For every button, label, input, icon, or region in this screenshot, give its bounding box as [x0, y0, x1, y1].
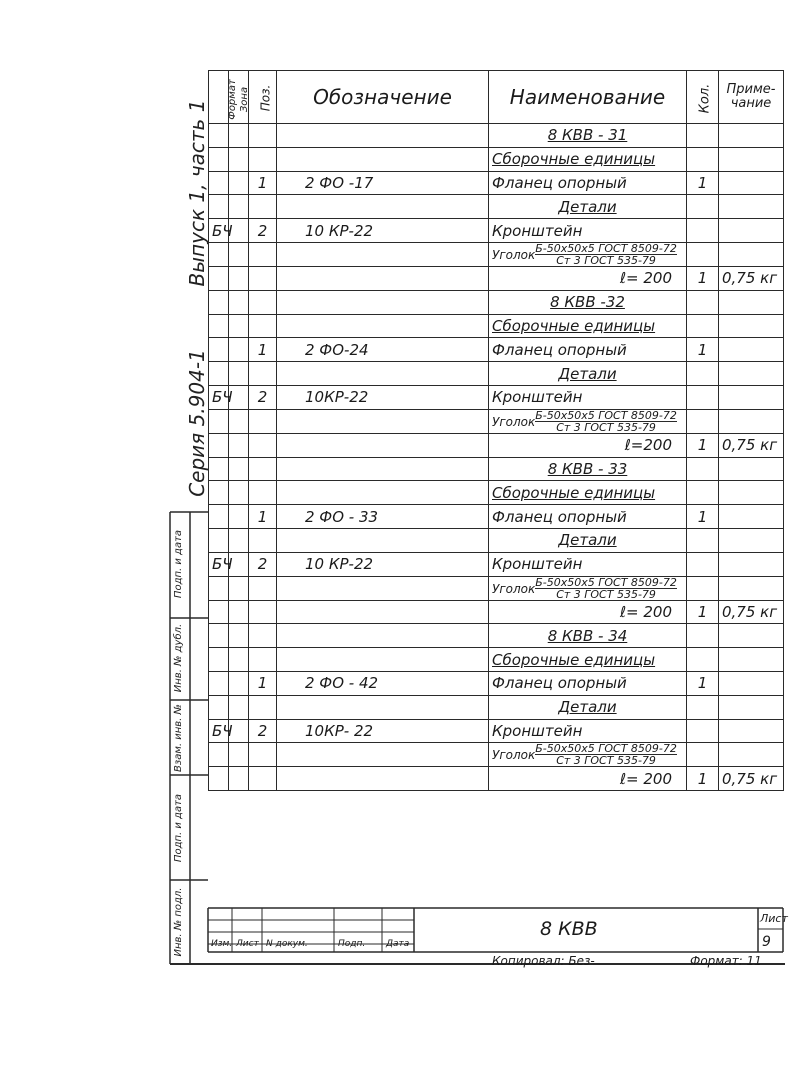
cell-designation: 2 ФО-24 — [277, 338, 489, 362]
format-label: Формат: 11 — [690, 954, 762, 968]
profile-spec: Б-50х50х5 ГОСТ 8509-72 — [535, 408, 677, 422]
cell-pos: 2 — [249, 719, 277, 743]
cell-designation: 10КР-22 — [277, 385, 489, 409]
header-designation: Обозначение — [277, 71, 489, 124]
name-text: Кронштейн — [492, 388, 583, 407]
name-text: 8 КВВ - 31 — [547, 126, 628, 145]
stamp-replaced-inv: Взам. инв. № — [173, 704, 184, 772]
header-pos: Поз. — [249, 71, 277, 124]
sheet-number: 9 — [762, 934, 771, 950]
stamp-dup-inv: Инв. № дубл. — [173, 623, 184, 693]
cell-pos: 1 — [249, 505, 277, 529]
name-text: 8 КВВ -32 — [550, 293, 625, 312]
material-spec: Ст 3 ГОСТ 535-79 — [556, 253, 656, 267]
cell-pos: 1 — [249, 671, 277, 695]
angle-label: Уголок — [492, 581, 536, 596]
stamp-orig-inv: Инв. № подл. — [173, 887, 184, 957]
cell-qty: 1 — [687, 767, 719, 791]
cell-pos: 2 — [249, 219, 277, 243]
cell-note: 0,75 кг — [719, 266, 784, 290]
name-text: Сборочные единицы — [492, 483, 656, 502]
cell-qty: 1 — [687, 171, 719, 195]
tb-col-docnum: N докум. — [266, 939, 308, 949]
cell-qty: 1 — [687, 505, 719, 529]
name-text: Детали — [558, 197, 617, 216]
copied-by: Копировал: Без- — [492, 954, 595, 968]
cell-format: БЧ — [209, 385, 229, 409]
profile-spec: Б-50х50х5 ГОСТ 8509-72 — [535, 241, 677, 255]
name-text: Детали — [558, 531, 617, 550]
name-text: ℓ= 200 — [619, 269, 672, 288]
header-zone: Зона — [229, 71, 249, 124]
cell-format: БЧ — [209, 219, 229, 243]
material-spec: Ст 3 ГОСТ 535-79 — [556, 754, 656, 768]
name-text: Фланец опорный — [492, 507, 627, 526]
document-code: 8 КВВ — [540, 918, 598, 940]
cell-qty: 1 — [687, 266, 719, 290]
header-name: Наименование — [489, 71, 687, 124]
name-text: ℓ=200 — [624, 436, 672, 455]
name-text: Детали — [558, 698, 617, 717]
name-text: Фланец опорный — [492, 674, 627, 693]
angle-label: Уголок — [492, 247, 536, 262]
profile-spec: Б-50х50х5 ГОСТ 8509-72 — [535, 742, 677, 756]
cell-qty: 1 — [687, 671, 719, 695]
cell-format: БЧ — [209, 552, 229, 576]
name-text: Сборочные единицы — [492, 150, 656, 169]
name-text: Детали — [558, 364, 617, 383]
cell-designation: 10 КР-22 — [277, 552, 489, 576]
cell-designation: 10КР- 22 — [277, 719, 489, 743]
name-text: ℓ= 200 — [619, 769, 672, 788]
cell-designation: 2 ФО - 33 — [277, 505, 489, 529]
series-number: Серия 5.904-1 — [185, 349, 209, 497]
cell-pos: 1 — [249, 338, 277, 362]
header-note: Приме-чание — [719, 71, 784, 124]
name-text: ℓ= 200 — [619, 602, 672, 621]
tb-col-sign: Подп. — [338, 939, 366, 949]
profile-spec: Б-50х50х5 ГОСТ 8509-72 — [535, 575, 677, 589]
cell-pos: 1 — [249, 171, 277, 195]
name-text: Фланец опорный — [492, 173, 627, 192]
angle-label: Уголок — [492, 748, 536, 763]
name-text: Кронштейн — [492, 721, 583, 740]
tb-col-date: Дата — [386, 939, 410, 949]
tb-col-sheet: Лист — [236, 939, 259, 949]
cell-designation: 10 КР-22 — [277, 219, 489, 243]
header-format: Формат — [209, 71, 229, 124]
stamp-sign-date-2: Подп. и дата — [173, 793, 184, 863]
material-spec: Ст 3 ГОСТ 535-79 — [556, 420, 656, 434]
name-text: Кронштейн — [492, 221, 583, 240]
cell-qty: 1 — [687, 338, 719, 362]
name-text: 8 КВВ - 33 — [547, 459, 628, 478]
cell-qty: 1 — [687, 600, 719, 624]
cell-note: 0,75 кг — [719, 767, 784, 791]
name-text: Кронштейн — [492, 555, 583, 574]
cell-note: 0,75 кг — [719, 433, 784, 457]
cell-qty: 1 — [687, 433, 719, 457]
sheet-label: Лист — [760, 912, 788, 925]
cell-note: 0,75 кг — [719, 600, 784, 624]
material-spec: Ст 3 ГОСТ 535-79 — [556, 587, 656, 601]
tb-col-change: Изм. — [211, 939, 233, 949]
stamp-sign-date-1: Подп. и дата — [173, 529, 184, 599]
angle-label: Уголок — [492, 414, 536, 429]
name-text: Фланец опорный — [492, 340, 627, 359]
cell-pos: 2 — [249, 552, 277, 576]
cell-designation: 2 ФО - 42 — [277, 671, 489, 695]
header-qty: Кол. — [687, 71, 719, 124]
name-text: Сборочные единицы — [492, 650, 656, 669]
cell-pos: 2 — [249, 385, 277, 409]
cell-format: БЧ — [209, 719, 229, 743]
series-title: Выпуск 1, часть 1 — [185, 99, 209, 287]
name-text: Сборочные единицы — [492, 316, 656, 335]
name-text: 8 КВВ - 34 — [547, 626, 628, 645]
cell-designation: 2 ФО -17 — [277, 171, 489, 195]
